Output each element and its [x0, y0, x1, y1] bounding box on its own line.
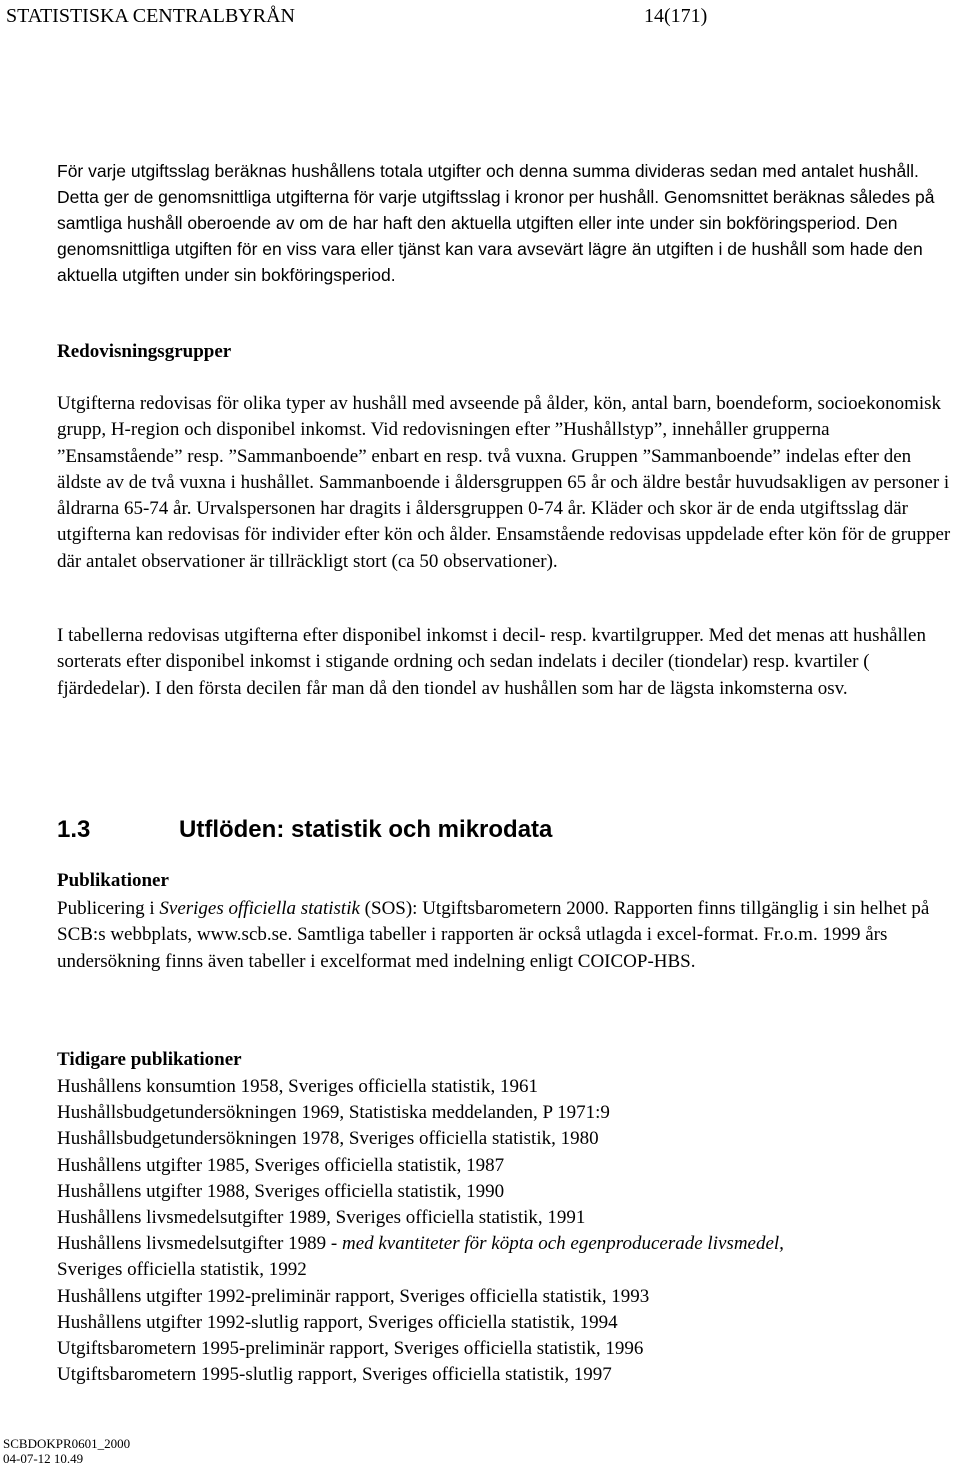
- publikationer-text-pre: Publicering i: [57, 898, 160, 919]
- list-item: Hushållens konsumtion 1958, Sveriges officiella statistik, 1961: [57, 1076, 538, 1097]
- redovisningsgrupper-paragraph: Utgifterna redovisas för olika typer av hushåll med avseende på ålder, kön, antal barn, boendeform, socioekonomisk grupp, H-region och disponibel inkomst. Vid redovisningen efter ”Hushållstyp”, innehåller grupperna ”Ensamstående” resp. ”Sammanboende” enbart en resp. två vuxna. Gruppen ”Sammanboende” indelas efter den äldste av de två vuxna i hushållet. Sammanboende i åldersgruppen 65 år och äldre består huvudsakligen av personer i åldrarna 65-74 år. Urvalspersonen har dragits i åldersgruppen 0-74 år. Kläder och skor är de enda utgiftsslag där utgifterna kan redovisas för individer efter kön och ålder. Ensamstående redovisas uppdelade efter kön för de grupper där antalet observationer är tillräckligt stort (ca 50 observationer).: [57, 393, 951, 572]
- footer-document-id: SCBDOKPR0601_2000: [3, 1436, 131, 1451]
- header-organization: STATISTISKA CENTRALBYRÅN: [6, 5, 295, 27]
- list-item: Hushållens utgifter 1992-slutlig rapport, Sveriges officiella statistik, 1994: [57, 1311, 618, 1333]
- list-item-subtitle: med kvantiteter för köpta och egenproducerade livsmedel,: [341, 1233, 784, 1255]
- list-item: Utgiftsbarometern 1995-preliminär rapport, Sveriges officiella statistik, 1996: [57, 1338, 644, 1360]
- page-footer: [3, 1436, 130, 1466]
- tidigare-publikationer-heading: Tidigare publikationer: [57, 1049, 242, 1070]
- list-item: Hushållens livsmedelsutgifter 1989, Sveriges officiella statistik, 1991: [57, 1207, 586, 1229]
- section-title: Utflöden: statistik och mikrodata: [179, 816, 553, 843]
- list-item: Hushållsbudgetundersökningen 1978, Sveriges officiella statistik, 1980: [57, 1128, 599, 1150]
- list-item: Hushållens utgifter 1985, Sveriges officiella statistik, 1987: [57, 1154, 505, 1176]
- list-item: Hushållens utgifter 1992-preliminär rapport, Sveriges officiella statistik, 1993: [57, 1285, 650, 1307]
- tidigare-publikationer-list: [57, 1074, 957, 1388]
- section-number: 1.3: [57, 816, 91, 843]
- publikationer-series-name: Sveriges officiella statistik: [159, 898, 360, 919]
- redovisningsgrupper-heading: Redovisningsgrupper: [57, 341, 232, 362]
- tabeller-paragraph: I tabellerna redovisas utgifterna efter disponibel inkomst i decil- resp. kvartilgrupper. Med det menas att hushållen sorterats efter disponibel inkomst i stigande ordning och sedan indelats i deciler (tiondelar) resp. kvartiler ( fjärdedelar). I den första decilen får man då den tiondel av hushållen som har de lägsta inkomsterna osv.: [57, 625, 926, 699]
- footer-timestamp: 04-07-12 10.49: [3, 1451, 84, 1466]
- list-item: Utgiftsbarometern 1995-slutlig rapport, Sveriges officiella statistik, 1997: [57, 1364, 612, 1386]
- section-heading: [57, 815, 552, 845]
- publikationer-paragraph: [57, 896, 957, 975]
- list-item: Hushållsbudgetundersökningen 1969, Statistiska meddelanden, P 1971:9: [57, 1102, 610, 1124]
- header-page-number: 14(171): [644, 5, 708, 27]
- list-item: Hushållens utgifter 1988, Sveriges officiella statistik, 1990: [57, 1180, 505, 1202]
- intro-paragraph: För varje utgiftsslag beräknas hushållens totala utgifter och denna summa divideras sedan med antalet hushåll. Detta ger de genomsnittliga utgifterna för varje utgiftsslag i kronor per hushåll. Genomsnittet beräknas således på samtliga hushåll oberoende av om de har haft den aktuella utgiften eller inte under sin bokföringsperiod. Den genomsnittliga utgiften för en viss vara eller tjänst kan vara avsevärt lägre än utgiften i de hushåll som hade den aktuella utgiften under sin bokföringsperiod.: [57, 161, 935, 285]
- list-item: [57, 1231, 957, 1257]
- publikationer-heading: Publikationer: [57, 870, 169, 891]
- list-item-text: Hushållens livsmedelsutgifter 1989 -: [57, 1233, 342, 1255]
- publikationer-text-post: (SOS): Utgiftsbarometern 2000. Rapporten finns tillgänglig i sin helhet på SCB:s webbplats, www.scb.se. Samtliga tabeller i rapporten är också utlagda i excel-format. Fr.o.m. 1999 års undersökning finns även tabeller i excelformat med indelning enligt COICOP-HBS.: [57, 898, 930, 972]
- list-item: Sveriges officiella statistik, 1992: [57, 1259, 307, 1281]
